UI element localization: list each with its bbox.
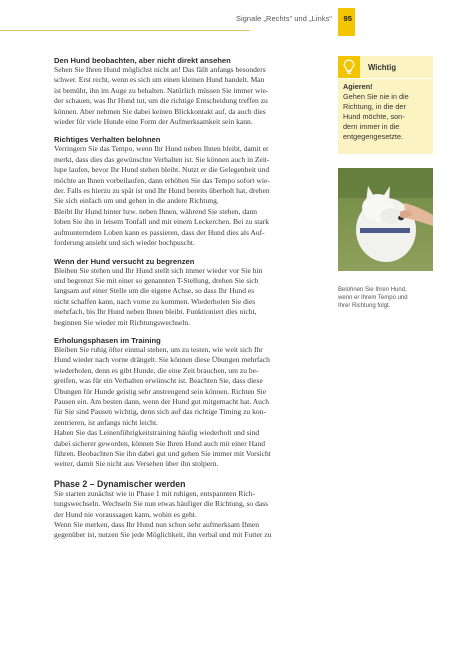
text-line: wiederholen, denn es gibt Hunde, die eine Zeit brauchen, um zu be-	[54, 365, 259, 375]
paragraph	[54, 489, 316, 541]
text-line: der schauen, was Ihr Hund tut, um die richtige Entscheidung treffen zu	[54, 96, 268, 106]
text-line: Bleiben Sie stehen und Ihr Hund stellt sich immer wieder vor Sie hin	[54, 265, 263, 275]
text-line: schwer. Erst recht, wenn es sich um einen kleinen Hund handelt. Man	[54, 75, 265, 85]
important-box-heading: Agieren!	[343, 82, 373, 91]
lightbulb-icon	[338, 56, 360, 78]
text-line: loben Sie ihn in leisem Tonfall und mit einem Leckerchen. Bei zu stark	[54, 217, 269, 227]
text-line: Sie sich einfach um und gehen in die andere Richtung.	[54, 196, 219, 206]
text-line: beginnen Sie wieder mit Richtungswechseln.	[54, 317, 191, 327]
important-box-line: dern immer in die	[343, 122, 400, 131]
important-box-title: Wichtig	[368, 62, 397, 72]
caption-line: wenn er Ihrem Tempo und	[338, 295, 408, 301]
text-line: Wenn Sie merken, dass Ihr Hund nun schon sehr aufmerksam Ihnen	[54, 520, 259, 530]
section-heading: Den Hund beobachten, aber nicht direkt ansehen	[54, 56, 231, 65]
main-column	[54, 56, 316, 541]
section-phase-2	[54, 479, 316, 541]
paragraph	[54, 266, 316, 328]
text-line: gegenüber ist, nutzen Sie jede Möglichkeit, ihn verbal und mit Futter zu	[54, 530, 272, 540]
caption-line: Ihrer Richtung folgt.	[338, 303, 391, 309]
text-line: möchte an Ihnen vorbeilaufen, dann erhöhen Sie das Tempo sofort wie-	[54, 175, 270, 185]
section-heading: Richtiges Verhalten belohnen	[54, 135, 161, 145]
important-box-line: entgegengesetzte.	[343, 132, 404, 141]
section-observe	[54, 56, 316, 127]
section-limit	[54, 257, 316, 328]
text-line: greifen, was für ein Verhalten erwünscht ist. Beachten Sie, dass diese	[54, 376, 263, 386]
section-heading: Erholungsphasen im Training	[54, 335, 161, 345]
text-line: Pausen ein. Am besten dann, wenn der Hund gut mitgemacht hat. Auch	[54, 396, 270, 406]
section-heading: Wenn der Hund versucht zu begrenzen	[54, 256, 195, 266]
important-box-line: Gehen Sie nie in die	[343, 92, 409, 101]
text-line: Verringern Sie das Tempo, wenn Ihr Hund neben Ihnen bleibt, damit er	[54, 144, 269, 154]
important-box-body	[338, 79, 433, 142]
header-rule	[0, 30, 250, 31]
running-head: Signale „Rechts“ und „Links“	[235, 14, 332, 23]
text-line: merkt, dass dies das gewünschte Verhalten ist. Sie können auch in Zeit-	[54, 154, 270, 164]
text-line: Haben Sie das Leinenführigkeitstraining häufig wiederholt und sind	[54, 428, 260, 438]
text-line: lupe laufen, bevor Ihr Hund stehen bleibt. Nutzt er die Gelegenheit und	[54, 165, 270, 175]
paragraph	[54, 144, 316, 248]
section-reward	[54, 135, 316, 248]
text-line: führen. Beobachten Sie ihn dabei gut und gehen Sie immer mit Vorsicht	[54, 449, 271, 458]
important-box-line: Hund möchte, son-	[343, 112, 405, 121]
text-line: zentrieren, ist anfangs nicht leicht.	[54, 417, 158, 427]
text-line: für Sie sind Pausen wichtig, denn sich auf das richtige Timing zu kon-	[54, 407, 266, 417]
photo-caption	[338, 286, 438, 310]
section-heading: Phase 2 – Dynamischer werden	[54, 478, 186, 489]
text-line: Hund wieder nach vorne drängelt. Sie können diese Übungen mehrfach	[54, 355, 270, 365]
important-box-line: Richtung, in die der	[343, 102, 406, 111]
text-line: ist bemüht, ihn im Auge zu behalten. Natürlich müssen Sie immer wie-	[54, 85, 269, 95]
text-line: Sie starten zunächst wie in Phase 1 mit ruhigen, entspannten Rich-	[54, 488, 255, 498]
text-line: Bleiben Sie ruhig öfter einmal stehen, um zu testen, wie weit sich Ihr	[54, 344, 263, 354]
text-line: und begrenzt Sie mit einer so genannten T-Stellung, drehen Sie sich	[54, 275, 259, 285]
paragraph	[54, 65, 316, 127]
text-line: können. Aber nehmen Sie dabei keinen Blickkontakt auf, da auch dies	[54, 106, 266, 116]
text-line: Bleibt Ihr Hund hinter bzw. neben Ihnen, während Sie stehen, dann	[54, 206, 258, 216]
text-line: Übungen für Hunde geistig sehr anstrengend sein können. Richten Sie	[54, 386, 267, 396]
important-box	[338, 56, 433, 154]
text-line: aufmunterndem Loben kann es passieren, dass der Hund dies als Auf-	[54, 227, 265, 237]
text-line: forderung ansieht und sich wieder hochpuscht.	[54, 238, 195, 248]
caption-line: Belohnen Sie Ihren Hund,	[338, 287, 407, 293]
paragraph	[54, 345, 316, 470]
text-line: mehrfach, bis Ihr Hund neben Ihnen bleibt. Funktioniert dies nicht,	[54, 307, 257, 317]
text-line: tungswechseln. Wechseln Sie nun etwas häufiger die Richtung, so dass	[54, 499, 269, 509]
section-rest	[54, 336, 316, 470]
text-line: dabei sicherer geworden, können Sie Ihren Hund auch mit einer Hand	[54, 438, 266, 448]
text-line: der Hund nie voraussagen kann, wohin es geht.	[54, 509, 197, 519]
text-line: langsam auf einer Stelle um die eigene Achse, so dass Ihr Hund es	[54, 286, 255, 296]
page-number: 95	[343, 14, 352, 23]
text-line: nicht schaffen kann, nach vorne zu kommen. Wiederholen Sie dies	[54, 296, 256, 306]
dog-photo	[338, 168, 433, 271]
text-line: wieder für viele Hunde eine Form der Aufmerksamkeit sein kann.	[54, 117, 253, 127]
important-box-header	[338, 56, 433, 79]
text-line: Sehen Sie Ihren Hund möglichst nicht an! Das fällt anfangs besonders	[54, 65, 266, 74]
text-line: der. Falls es hierzu zu spät ist und Ihr Hund bereits überholt hat, drehen	[54, 186, 270, 196]
text-line: weiter, damit Sie nicht aus Versehen über ihn stolpern.	[54, 459, 219, 469]
